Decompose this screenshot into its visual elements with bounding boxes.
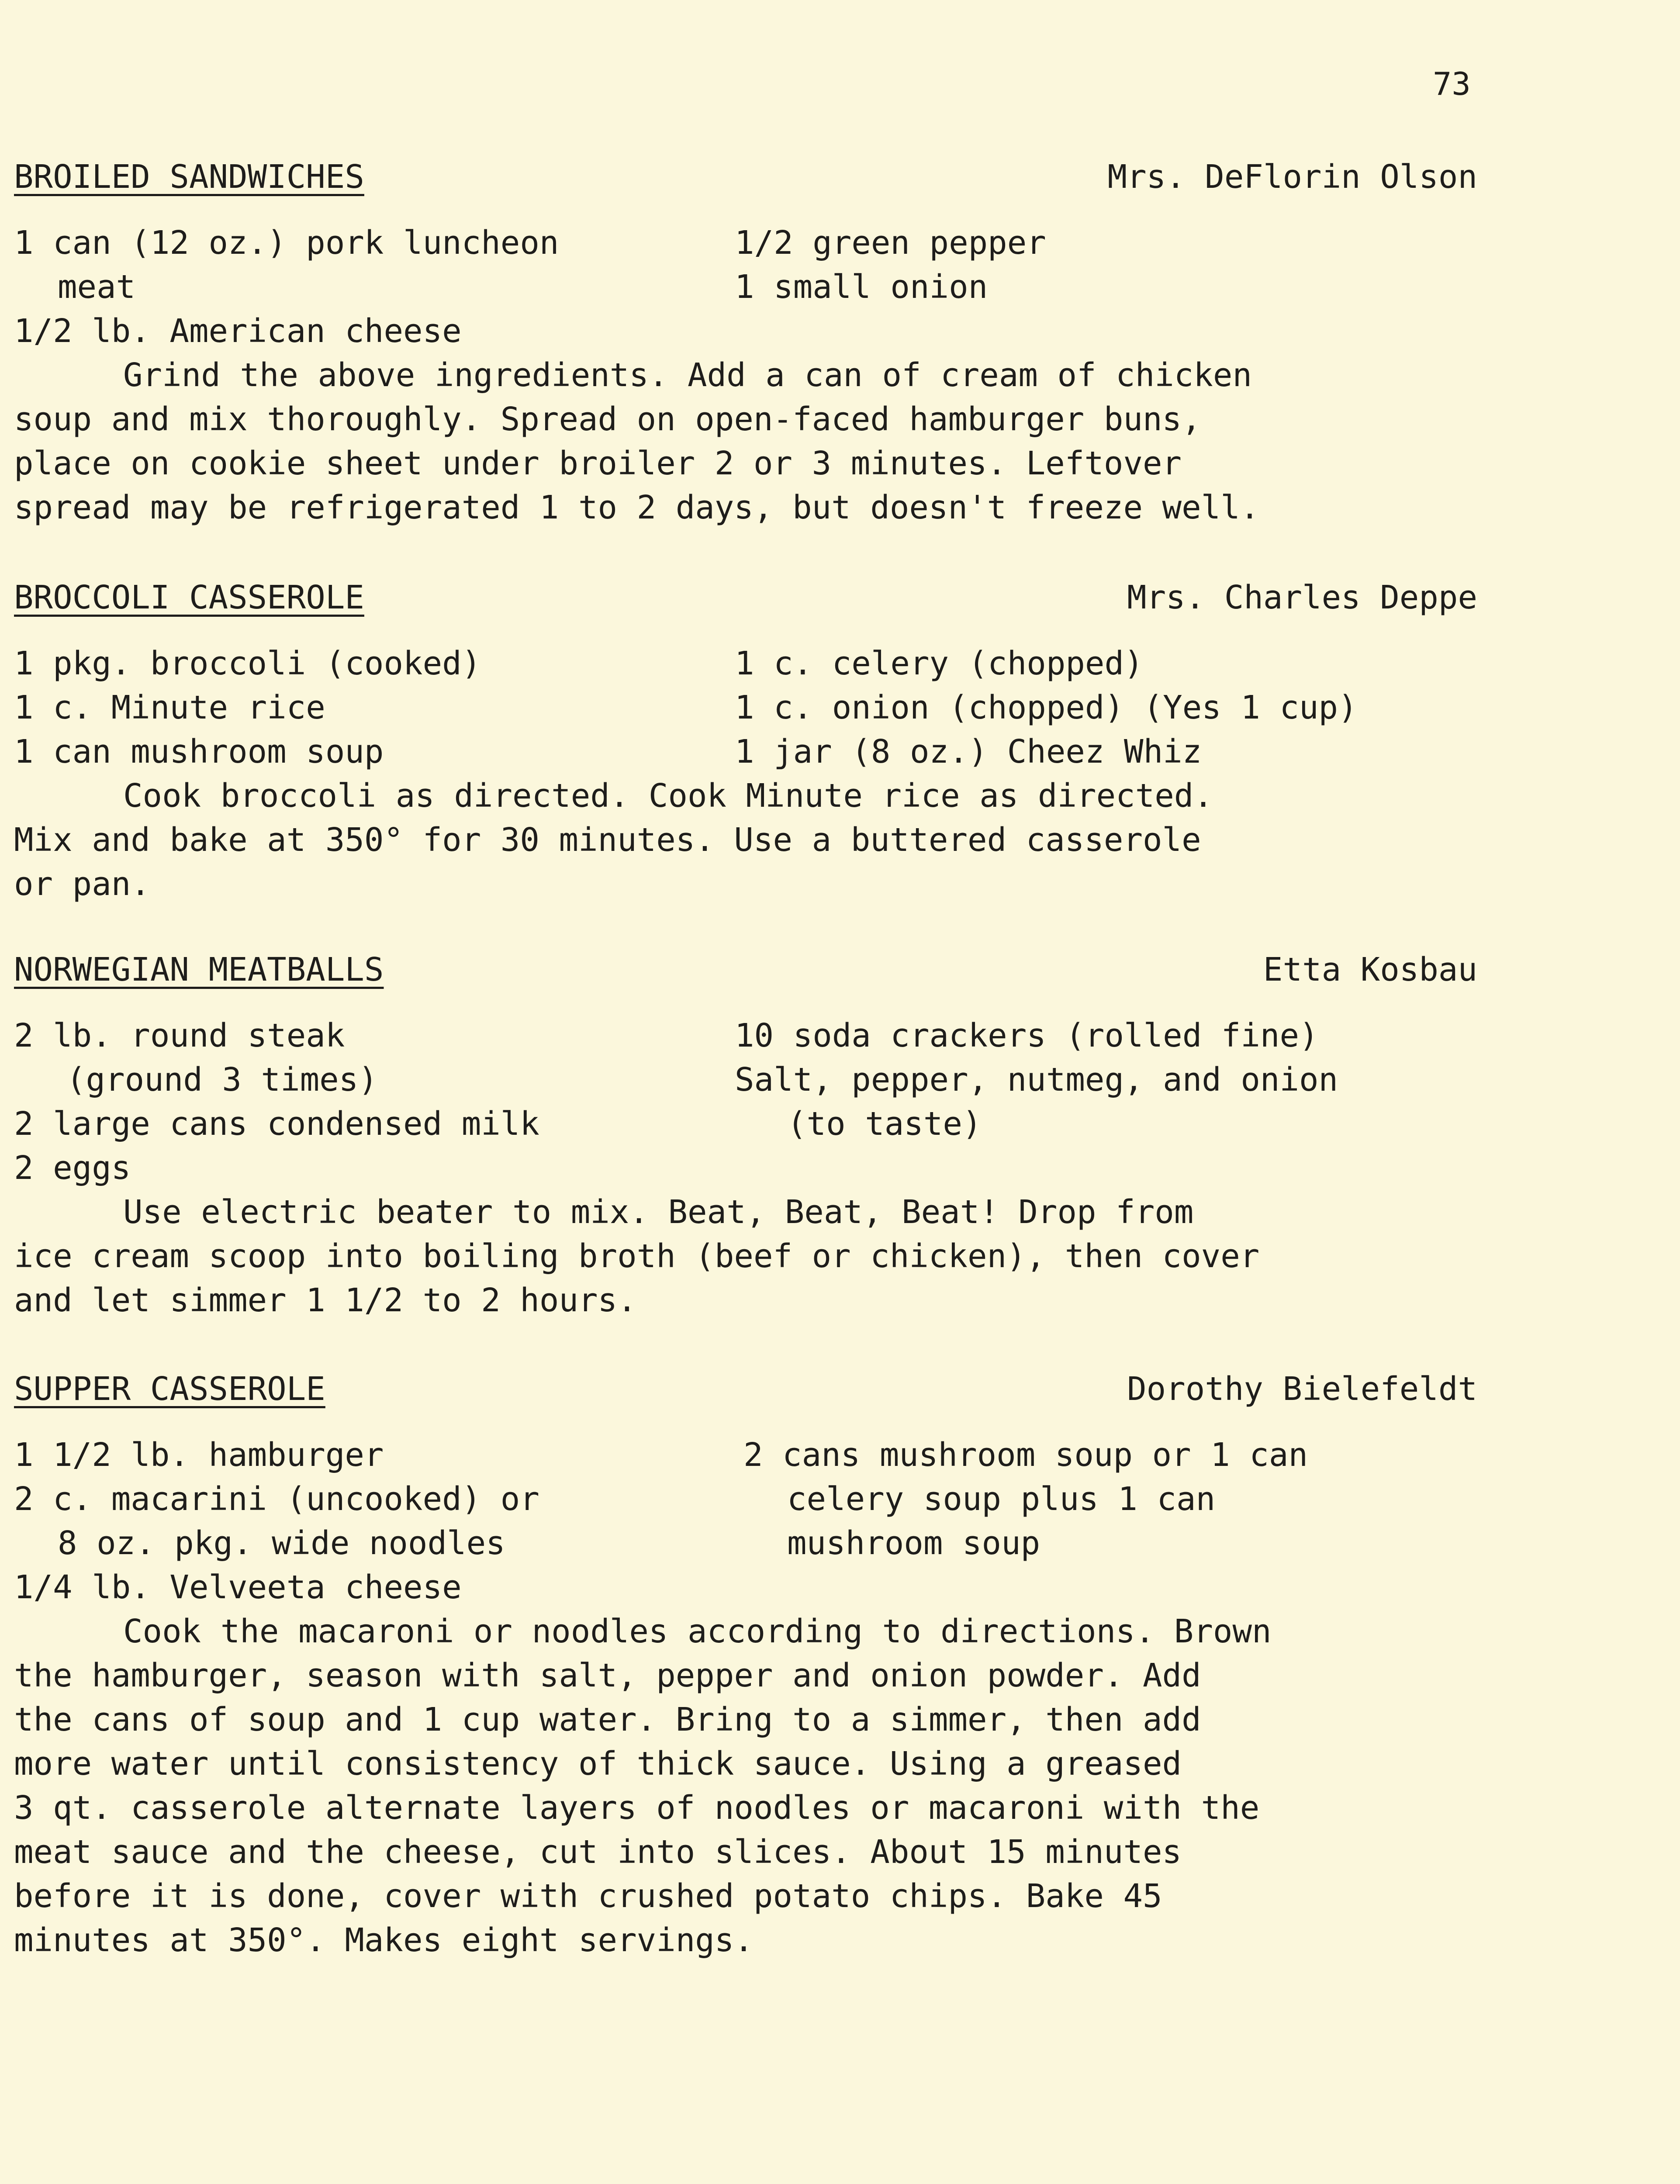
recipe-norwegian-meatballs	[14, 948, 1477, 1319]
ingredient: (ground 3 times)	[66, 1061, 378, 1099]
ingredient: 2 lb. round steak	[14, 1017, 345, 1054]
recipe-author: Mrs. DeFlorin Olson	[1107, 158, 1477, 196]
recipe-broccoli-casserole	[14, 576, 1477, 903]
direction-line: the cans of soup and 1 cup water. Bring to a simmer, then add	[14, 1701, 1201, 1738]
direction-line: Grind the above ingredients. Add a can of cream of chicken	[123, 356, 1252, 394]
direction-line: soup and mix thoroughly. Spread on open-faced hamburger buns,	[14, 401, 1201, 438]
direction-line: Mix and bake at 350° for 30 minutes. Use a buttered casserole	[14, 821, 1201, 859]
ingredient-list	[14, 1433, 1477, 1610]
direction-line: place on cookie sheet under broiler 2 or 3 minutes. Leftover	[14, 445, 1182, 482]
ingredient: Salt, pepper, nutmeg, and onion	[735, 1061, 1338, 1099]
ingredient: 1/2 green pepper	[735, 224, 1046, 262]
ingredient: 2 eggs	[14, 1149, 131, 1187]
ingredient: 10 soda crackers (rolled fine)	[735, 1017, 1319, 1054]
recipe-supper-casserole	[14, 1367, 1477, 1959]
ingredient: mushroom soup	[787, 1524, 1040, 1562]
ingredient: 1/4 lb. Velveeta cheese	[14, 1569, 462, 1606]
recipe-title: BROILED SANDWICHES	[14, 158, 364, 196]
direction-line: meat sauce and the cheese, cut into slices. About 15 minutes	[14, 1833, 1182, 1871]
ingredient: meat	[58, 268, 136, 306]
ingredient: 1 1/2 lb. hamburger	[14, 1436, 384, 1474]
recipe-author: Dorothy Bielefeldt	[1127, 1370, 1477, 1408]
ingredient: 2 cans mushroom soup or 1 can	[743, 1436, 1308, 1474]
recipe-broiled-sandwiches	[14, 155, 1477, 526]
ingredient: 1 jar (8 oz.) Cheez Whiz	[735, 733, 1202, 771]
recipe-author: Mrs. Charles Deppe	[1127, 579, 1477, 616]
direction-line: or pan.	[14, 865, 150, 903]
ingredient: 1 pkg. broccoli (cooked)	[14, 645, 481, 682]
recipe-title: SUPPER CASSEROLE	[14, 1370, 325, 1408]
ingredient: (to taste)	[787, 1105, 982, 1143]
ingredient: 2 large cans condensed milk	[14, 1105, 539, 1143]
ingredient-list	[14, 1014, 1477, 1190]
direction-line: spread may be refrigerated 1 to 2 days, but doesn't freeze well.	[14, 489, 1260, 526]
direction-line: Cook the macaroni or noodles according to directions. Brown	[123, 1613, 1272, 1650]
ingredient: 1 c. celery (chopped)	[735, 645, 1144, 682]
direction-line: the hamburger, season with salt, pepper and onion powder. Add	[14, 1657, 1201, 1694]
direction-line: Use electric beater to mix. Beat, Beat, Beat! Drop from	[123, 1193, 1194, 1231]
direction-line: minutes at 350°. Makes eight servings.	[14, 1921, 754, 1959]
ingredient: 1/2 lb. American cheese	[14, 312, 462, 350]
ingredient: 2 c. macarini (uncooked) or	[14, 1480, 539, 1518]
direction-line: and let simmer 1 1/2 to 2 hours.	[14, 1282, 637, 1319]
ingredient: 1 c. onion (chopped) (Yes 1 cup)	[735, 689, 1358, 726]
direction-line: Cook broccoli as directed. Cook Minute rice as directed.	[123, 777, 1213, 815]
ingredient-list	[14, 642, 1477, 774]
direction-line: before it is done, cover with crushed potato chips. Bake 45	[14, 1877, 1162, 1915]
ingredient: 1 small onion	[735, 268, 988, 306]
ingredient: 8 oz. pkg. wide noodles	[58, 1524, 505, 1562]
ingredient: celery soup plus 1 can	[787, 1480, 1216, 1518]
direction-line: more water until consistency of thick sauce. Using a greased	[14, 1745, 1182, 1783]
direction-line: 3 qt. casserole alternate layers of noodles or macaroni with the	[14, 1789, 1260, 1827]
recipe-title: BROCCOLI CASSEROLE	[14, 579, 364, 616]
page-number: 73	[1433, 66, 1471, 102]
ingredient: 1 can mushroom soup	[14, 733, 384, 771]
recipe-author: Etta Kosbau	[1263, 951, 1477, 988]
direction-line: ice cream scoop into boiling broth (beef or chicken), then cover	[14, 1237, 1260, 1275]
ingredient: 1 can (12 oz.) pork luncheon	[14, 224, 559, 262]
ingredient: 1 c. Minute rice	[14, 689, 325, 726]
ingredient-list	[14, 221, 1477, 353]
recipe-title: NORWEGIAN MEATBALLS	[14, 951, 384, 988]
